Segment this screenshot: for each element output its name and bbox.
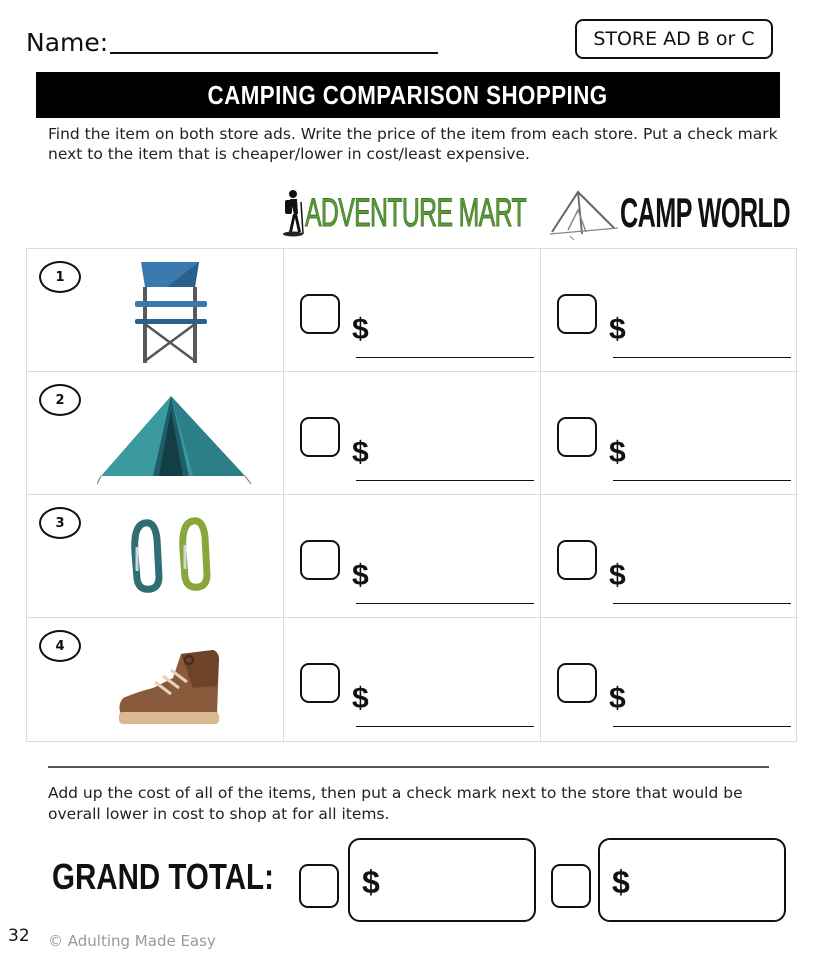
hiker-icon <box>281 188 305 238</box>
store2-price-cell <box>541 372 798 494</box>
store1-price-line[interactable] <box>356 480 534 481</box>
store2-price-line[interactable] <box>613 726 791 727</box>
store2-price-line[interactable] <box>613 357 791 358</box>
currency-symbol: $ <box>352 313 369 346</box>
store1-checkbox[interactable] <box>300 663 340 703</box>
store2-checkbox[interactable] <box>557 540 597 580</box>
item-cell <box>27 372 284 494</box>
instructions: Find the item on both store ads. Write the price of the item from each store. Put a check mark next to the item that is cheaper/lower in cost/least expensive. <box>48 125 778 163</box>
copyright: © Adulting Made Easy <box>48 932 216 950</box>
page-title-bar <box>36 72 780 118</box>
store1-checkbox[interactable] <box>300 540 340 580</box>
store1-price-line[interactable] <box>356 603 534 604</box>
item-number: 1 <box>39 261 81 293</box>
store2-price-cell <box>541 618 798 741</box>
item-number: 4 <box>39 630 81 662</box>
store2-name: CAMP WORLD <box>620 189 790 236</box>
store1-checkbox[interactable] <box>300 294 340 334</box>
currency-symbol: $ <box>609 559 626 592</box>
table-row <box>27 372 798 495</box>
carabiners-icon <box>97 503 257 609</box>
page-title: CAMPING COMPARISON SHOPPING <box>207 79 609 110</box>
store2-total-checkbox[interactable] <box>551 864 591 908</box>
table-row <box>27 618 798 741</box>
store1-total-checkbox[interactable] <box>299 864 339 908</box>
store2-price-line[interactable] <box>613 480 791 481</box>
store2-total-box[interactable] <box>598 838 786 922</box>
store-logo-camp-world <box>548 183 816 243</box>
tent-icon <box>97 380 257 486</box>
store1-total-box[interactable] <box>348 838 536 922</box>
store1-price-cell <box>284 372 541 494</box>
comparison-table <box>26 248 797 742</box>
tent-outline-icon <box>548 184 620 242</box>
currency-symbol: $ <box>609 313 626 346</box>
store2-checkbox[interactable] <box>557 294 597 334</box>
store2-price-cell <box>541 249 798 371</box>
currency-symbol: $ <box>612 864 630 900</box>
store1-price-cell <box>284 249 541 371</box>
name-input-line[interactable] <box>110 52 438 54</box>
store-ad-box: STORE AD B or C <box>575 19 773 59</box>
currency-symbol: $ <box>609 682 626 715</box>
hiking-boot-icon <box>97 626 257 732</box>
currency-symbol: $ <box>362 864 380 900</box>
store2-price-cell <box>541 495 798 617</box>
total-instructions: Add up the cost of all of the items, then put a check mark next to the store that would be overall lower in cost to shop at for all items. <box>48 784 743 823</box>
store1-name: ADVENTURE MART <box>305 190 526 235</box>
store1-price-cell <box>284 495 541 617</box>
item-number: 2 <box>39 384 81 416</box>
name-label: Name: <box>26 28 109 57</box>
table-row <box>27 495 798 618</box>
currency-symbol: $ <box>609 436 626 469</box>
store2-checkbox[interactable] <box>557 663 597 703</box>
currency-symbol: $ <box>352 559 369 592</box>
section-divider <box>48 766 769 768</box>
currency-symbol: $ <box>352 682 369 715</box>
store1-price-line[interactable] <box>356 357 534 358</box>
store1-checkbox[interactable] <box>300 417 340 457</box>
store1-price-line[interactable] <box>356 726 534 727</box>
currency-symbol: $ <box>352 436 369 469</box>
item-cell <box>27 249 284 371</box>
page-number: 32 <box>8 926 30 946</box>
store1-price-cell <box>284 618 541 741</box>
item-number: 3 <box>39 507 81 539</box>
item-cell <box>27 495 284 617</box>
table-row <box>27 249 798 372</box>
camping-chair-icon <box>97 257 257 363</box>
item-cell <box>27 618 284 741</box>
store2-checkbox[interactable] <box>557 417 597 457</box>
store2-price-line[interactable] <box>613 603 791 604</box>
grand-total-label: GRAND TOTAL: <box>52 856 274 897</box>
